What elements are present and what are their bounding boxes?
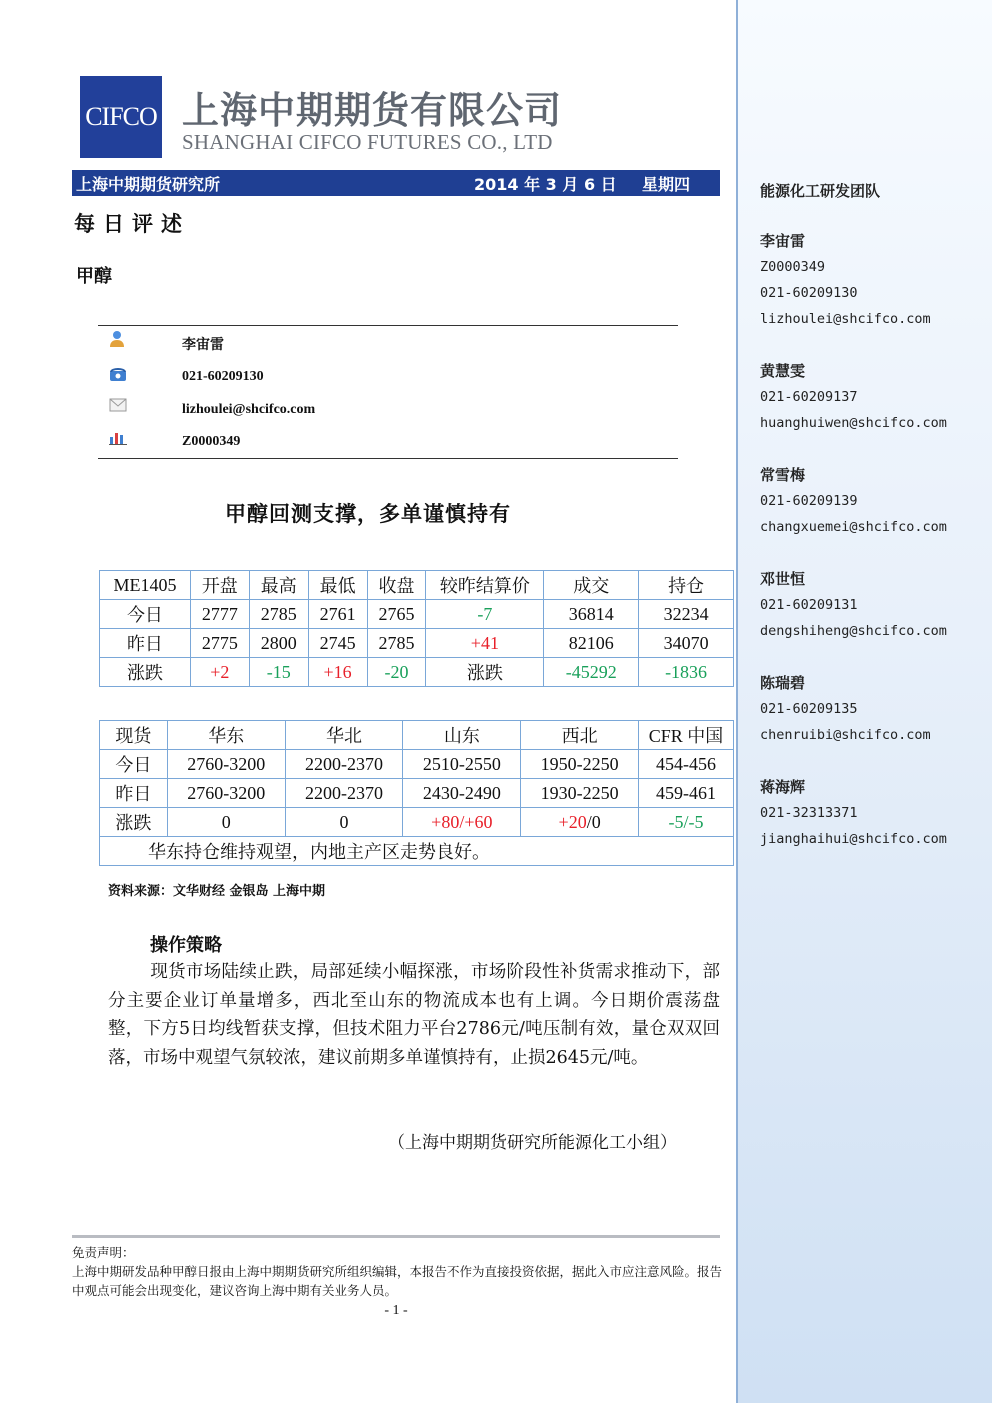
change-separator: / [586,811,592,832]
table-cell: +41 [426,629,544,658]
change-separator: / [459,811,465,832]
member-name: 常雪梅 [760,466,806,484]
strategy-text: 现货市场陆续止跌，局部延续小幅探涨，市场阶段性补货需求推动下，部分主要企业订单量增多，西北至山东的物流成本也有上调。今日期价震荡盘整，下方5日均线暂获支撑，但技术阻力平台2786元/吨压制有效，量仓双双回落，市场中观望气氛较浓，建议前期多单谨慎持有，止损2645元/吨。 [108,962,720,1068]
table-row [100,808,734,837]
table-cell [403,808,521,837]
header-cell: 较昨结算价 [426,571,544,600]
table-header-row [100,721,734,750]
report-signature: （上海中期期货研究所能源化工小组） [388,1133,677,1153]
member-name: 陈瑞碧 [760,674,806,692]
table-cell: 34070 [639,629,734,658]
change-value: +80 [431,811,460,832]
header-cell: CFR 中国 [639,721,734,750]
daily-commentary-title: 每日评述 [74,212,190,236]
change-value: +20 [558,811,587,832]
member-email[interactable]: huanghuiwen@shcifco.com [760,415,947,431]
table-cell: 454-456 [639,750,734,779]
member-email[interactable]: jianghaihui@shcifco.com [760,831,947,847]
spot-price-table [99,720,734,866]
table-cell: +16 [308,658,367,687]
table-cell: 2760-3200 [167,750,285,779]
strategy-heading: 操作策略 [150,935,222,956]
table-cell: -7 [426,600,544,629]
table-cell: 32234 [639,600,734,629]
table-row [100,658,734,687]
cifco-logo: CIFCO [80,76,162,158]
header-cell: 持仓 [639,571,734,600]
table-note: 华东持仓维持观望，内地主产区走势良好。 [100,837,734,866]
team-member [760,670,931,748]
strategy-paragraph [108,958,720,1072]
table-cell: 2745 [308,629,367,658]
envelope-icon [108,398,128,416]
table-cell: -20 [367,658,426,687]
table-row [100,750,734,779]
member-email[interactable]: chenruibi@shcifco.com [760,727,931,743]
table-cell: 2800 [249,629,308,658]
data-source-note: 资料来源：文华财经 金银岛 上海中期 [108,884,326,899]
change-value: +60 [464,811,493,832]
member-name: 黄慧雯 [760,362,806,380]
header-cell: 最高 [249,571,308,600]
table-header-row [100,571,734,600]
table-cell: 1930-2250 [521,779,639,808]
member-phone: 021-60209139 [760,493,858,509]
table-cell: 涨跌 [100,658,191,687]
team-sidebar [736,0,992,1403]
table-cell: -5/-5 [639,808,734,837]
table-cell: 2785 [367,629,426,658]
header-cell: 开盘 [190,571,249,600]
table-cell: 1950-2250 [521,750,639,779]
page-number: - 1 - [384,1303,408,1318]
header-cell: ME1405 [100,571,191,600]
header-cell: 山东 [403,721,521,750]
table-cell: 2777 [190,600,249,629]
report-header-bar [72,170,720,196]
table-cell: 今日 [100,750,168,779]
analyst-phone: 021-60209130 [182,369,264,384]
chart-icon [108,429,128,447]
table-cell: 2200-2370 [285,779,403,808]
report-headline: 甲醇回测支撑，多单谨慎持有 [225,502,511,526]
member-email[interactable]: dengshiheng@shcifco.com [760,623,947,639]
table-cell: 今日 [100,600,191,629]
table-cell: 82106 [544,629,639,658]
table-note-row [100,837,734,866]
table-cell: 2761 [308,600,367,629]
header-cell: 最低 [308,571,367,600]
table-row [100,779,734,808]
telephone-icon [108,366,128,384]
member-name: 李宙雷 [760,232,806,250]
disclaimer-text: 上海中期研发品种甲醇日报由上海中期期货研究所组织编辑，本报告不作为直接投资依据，据此入市应注意风险。报告中观点可能会出现变化，建议咨询上海中期有关业务人员。 [72,1264,723,1298]
member-name: 蒋海辉 [760,778,806,796]
team-title: 能源化工研发团队 [760,182,881,200]
table-cell: 涨跌 [100,808,168,837]
disclaimer [72,1243,724,1300]
table-cell: 涨跌 [426,658,544,687]
table-cell: 459-461 [639,779,734,808]
member-phone: 021-32313371 [760,805,858,821]
analyst-license: Z0000349 [182,434,241,449]
member-phone: 021-60209135 [760,701,858,717]
header-cell: 收盘 [367,571,426,600]
change-value: 0 [591,811,601,832]
divider [98,325,678,326]
table-cell: 昨日 [100,779,168,808]
table-row [100,629,734,658]
team-member [760,358,947,436]
member-license: Z0000349 [760,259,826,275]
member-name: 邓世恒 [760,570,806,588]
member-phone: 021-60209130 [760,285,858,301]
team-member [760,228,931,332]
header-cell: 成交 [544,571,639,600]
table-cell: 0 [167,808,285,837]
table-cell: 2775 [190,629,249,658]
header-cell: 西北 [521,721,639,750]
footer-divider [72,1235,720,1238]
report-weekday: 星期四 [642,175,691,194]
analyst-email[interactable]: lizhoulei@shcifco.com [182,402,316,417]
table-cell: -45292 [544,658,639,687]
product-title: 甲醇 [76,266,112,287]
table-cell: -1836 [639,658,734,687]
table-cell: 2200-2370 [285,750,403,779]
header-cell: 现货 [100,721,168,750]
table-cell: 2765 [367,600,426,629]
table-cell: 0 [285,808,403,837]
table-cell: 36814 [544,600,639,629]
team-member [760,462,947,540]
company-name-cn: 上海中期期货有限公司 [182,89,562,132]
table-cell: 2760-3200 [167,779,285,808]
company-name-en: SHANGHAI CIFCO FUTURES CO., LTD [182,130,553,154]
member-email[interactable]: changxuemei@shcifco.com [760,519,947,535]
table-cell: +2 [190,658,249,687]
person-icon [108,330,128,348]
table-cell: 2510-2550 [403,750,521,779]
table-cell: -15 [249,658,308,687]
member-email[interactable]: lizhoulei@shcifco.com [760,311,931,327]
research-institute: 上海中期期货研究所 [76,175,221,194]
table-cell: 昨日 [100,629,191,658]
futures-table [99,570,734,687]
divider [98,458,678,459]
member-phone: 021-60209131 [760,597,858,613]
table-cell [521,808,639,837]
team-member [760,774,947,852]
analyst-name: 李宙雷 [182,338,224,353]
member-phone: 021-60209137 [760,389,858,405]
disclaimer-title: 免责声明： [72,1245,135,1260]
table-row [100,600,734,629]
team-member [760,566,947,644]
header-cell: 华北 [285,721,403,750]
table-cell: 2785 [249,600,308,629]
header-cell: 华东 [167,721,285,750]
table-cell: 2430-2490 [403,779,521,808]
report-date: 2014 年 3 月 6 日 [474,175,617,194]
